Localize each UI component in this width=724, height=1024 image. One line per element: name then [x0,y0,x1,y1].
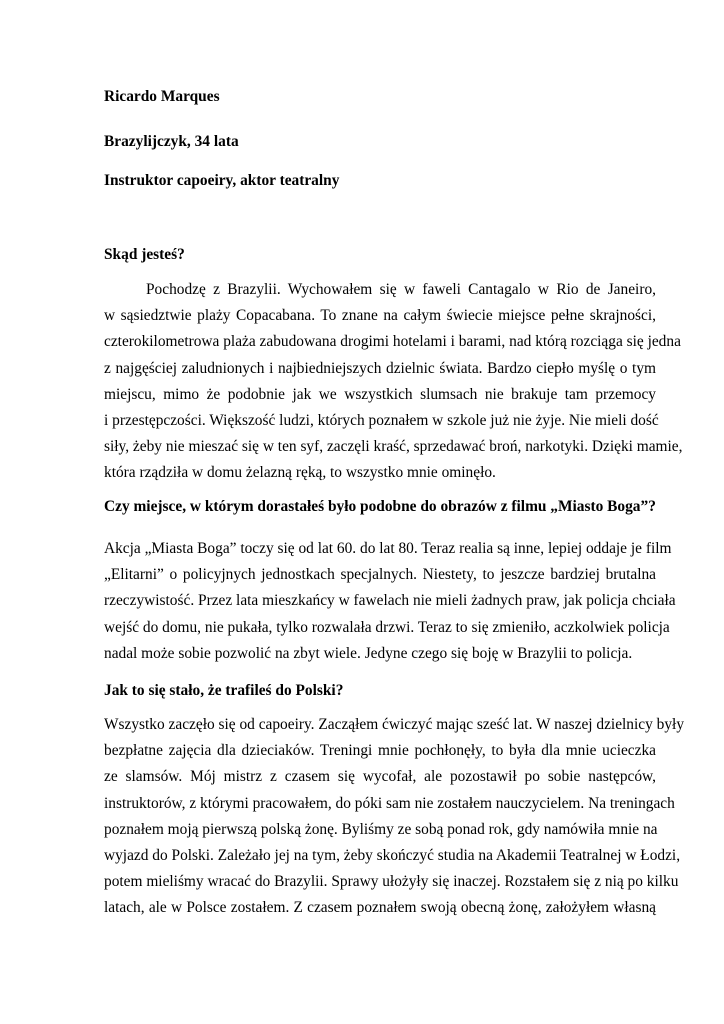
paragraph-line: nadal może sobie pozwolić na zbyt wiele. Jedyne czego się boję w Brazylii to policja. [104,644,633,662]
question-heading: Skąd jesteś? [104,246,185,263]
paragraph-line: z najgęściej zaludnionych i najbiedniejszych dzielnic świata. Bardzo ciepło myślę o tym [104,359,656,377]
answer-paragraph [104,277,683,487]
paragraph-line: która rządziła w domu żelazną ręką, to wszystko mnie ominęło. [104,464,496,482]
answer-paragraph [104,536,676,667]
question-heading: Czy miejsce, w którym dorastałeś było podobne do obrazów z filmu „Miasto Boga”? [104,498,656,515]
paragraph-line: rzeczywistość. Przez lata mieszkańcy w fawelach nie mieli żadnych praw, jak policja chciała [104,592,676,610]
person-nationality-age: Brazylijczyk, 34 lata [104,133,239,150]
paragraph-line: potem mieliśmy wracać do Brazylii. Sprawy ułożyły się inaczej. Rozstałem się z nią po kilku [104,873,679,891]
paragraph-line: wejść do domu, nie pukała, tylko rozwalała drzwi. Teraz to się zmieniło, aczkolwiek policja [104,618,670,636]
answer-paragraph [104,712,685,922]
paragraph-line: poznałem moją pierwszą polską żonę. Byliśmy ze sobą ponad rok, gdy namówiła mnie na [104,820,658,838]
paragraph-line: i przestępczości. Większość ludzi, których poznałem w szkole już nie żyje. Nie mieli dość [104,411,659,429]
paragraph-line: siły, żeby nie mieszać się w ten syf, zaczęli kraść, sprzedawać broń, narkotyki. Dzięki mamie, [104,438,683,456]
question-heading: Jak to się stało, że trafileś do Polski? [104,682,344,699]
paragraph-line: instruktorów, z którymi pracowałem, do póki sam nie zostałem nauczycielem. Na treningach [104,794,675,812]
paragraph-line: wyjazd do Polski. Zależało jej na tym, żeby skończyć studia na Akademii Teatralnej w Łodzi, [104,846,681,864]
paragraph-line: w sąsiedztwie plaży Copacabana. To znane na całym świecie miejsce pełne skrajności, [104,307,656,325]
paragraph-line: latach, ale w Polsce zostałem. Z czasem poznałem swoją obecną żonę, założyłem własną [104,899,656,917]
person-occupation: Instruktor capoeiry, aktor teatralny [104,172,340,189]
person-name: Ricardo Marques [104,88,220,105]
paragraph-line: ze slamsów. Mój mistrz z czasem się wycofał, ale pozostawił po sobie następców, [104,768,656,786]
paragraph-line: „Elitarni” o policyjnych jednostkach specjalnych. Niestety, to jeszcze bardziej brutalna [104,566,656,584]
paragraph-line: miejscu, mimo że podobnie jak we wszystkich slumsach nie brakuje tam przemocy [104,385,656,403]
paragraph-line: bezpłatne zajęcia dla dzieciaków. Treningi mnie pochłonęły, to była dla mnie ucieczka [104,742,656,760]
paragraph-line: czterokilometrowa plaża zabudowana drogimi hotelami i barami, nad którą rozciąga się jedna [104,333,681,351]
paragraph-line: Pochodzę z Brazylii. Wychowałem się w faweli Cantagalo w Rio de Janeiro, [146,281,656,298]
paragraph-line: Akcja „Miasta Boga” toczy się od lat 60. do lat 80. Teraz realia są inne, lepiej oddaje je film [104,540,672,557]
paragraph-line: Wszystko zaczęło się od capoeiry. Zacząłem ćwiczyć mając sześć lat. W naszej dzielnicy były [104,716,685,733]
